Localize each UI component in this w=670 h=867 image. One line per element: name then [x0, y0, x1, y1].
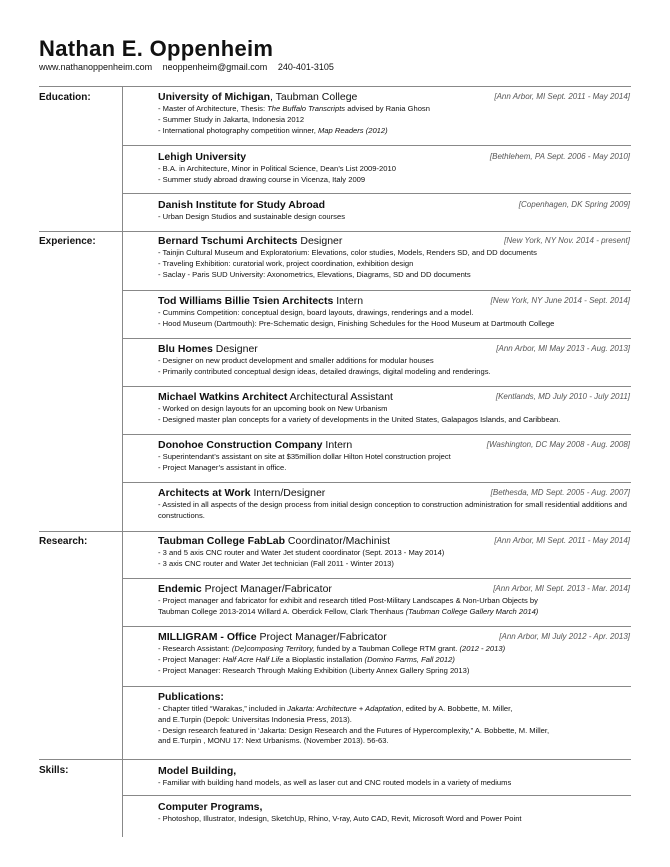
skills-entry-model-building — [158, 765, 630, 789]
research-entry-publications — [158, 691, 630, 747]
skills-entry-computer-programs — [158, 801, 630, 825]
entry-bullet: - Saclay - Paris SUD University: Axonometrics, Elevations, Diagrams, SD and DD documents — [158, 269, 471, 279]
entry-title: Danish Institute for Study Abroad — [158, 199, 326, 211]
entry-location-date: [Copenhagen, DK Spring 2009] — [518, 200, 630, 209]
entry-bullet: - Traveling Exhibition: curatorial work, project coordination, exhibition design — [158, 258, 414, 268]
experience-entry-tschumi — [158, 235, 630, 280]
section-label-skills: Skills: — [39, 765, 69, 776]
email-link[interactable]: neoppenheim@gmail.com — [162, 62, 268, 72]
section-label-research: Research: — [39, 536, 88, 547]
research-entry-milligram — [158, 631, 630, 676]
entry-bullet: - Project Manager: Half Acre Half Life a Bioplastic installation (Domino Farms, Fall 2012) — [158, 654, 455, 664]
entry-bullet: - Assisted in all aspects of the design process from initial design conception to construction administration for small residential additions and constructions. — [158, 500, 627, 520]
entry-divider — [122, 686, 631, 687]
research-entry-fablab — [158, 535, 630, 570]
entry-bullet: - Designed master plan concepts for a variety of developments in the United States, Galapagos Islands, and Caribbean. — [158, 414, 561, 424]
education-entry-dis — [158, 199, 630, 223]
entry-bullet: - Summer study abroad drawing course in Vicenza, Italy 2009 — [158, 174, 366, 184]
education-entry-lehigh — [158, 151, 630, 186]
entry-bullet: - Cummins Competition: conceptual design, board layouts, drawings, renderings and a model. — [158, 308, 474, 317]
entry-title: Blu Homes Designer — [158, 343, 258, 355]
entry-location-date: [Ann Arbor, MI May 2013 - Aug. 2013] — [496, 344, 630, 353]
entry-title: Model Building, — [158, 765, 237, 777]
entry-divider — [122, 145, 631, 146]
experience-entry-donohoe — [158, 439, 630, 474]
entry-bullet: - Tainjin Cultural Museum and Exploratorium: Elevations, color studies, Models, Renders SD, and DD documents — [158, 248, 537, 257]
resume-name: Nathan E. Oppenheim — [39, 36, 274, 61]
entry-divider — [122, 193, 631, 194]
section-divider — [39, 86, 631, 87]
entry-bullet: - Design research featured in ‘Jakarta: Design Research and the Futures of Hypercomplexity,” A. Bobbette, M. Miller, — [158, 725, 550, 735]
experience-entry-twbt — [158, 295, 630, 330]
entry-title: Bernard Tschumi Architects Designer — [158, 235, 343, 247]
entry-bullet: - Master of Architecture, Thesis: The Buffalo Transcripts advised by Rania Ghosn — [158, 104, 430, 113]
entry-title: Lehigh University — [158, 151, 247, 163]
entry-title: Endemic Project Manager/Fabricator — [158, 583, 332, 595]
entry-bullet: - Project Manager’s assistant in office. — [158, 462, 287, 472]
entry-bullet: - Primarily contributed conceptual design ideas, detailed drawings, digital modeling and renderings. — [158, 366, 491, 376]
entry-title: Donohoe Construction Company Intern — [158, 439, 353, 451]
entry-bullet: - International photography competition winner, Map Readers (2012) — [158, 125, 388, 135]
entry-divider — [122, 386, 631, 387]
entry-location-date: [New York, NY Nov. 2014 - present] — [504, 236, 630, 245]
entry-bullet: - 3 and 5 axis CNC router and Water Jet student coordinator (Sept. 2013 - May 2014) — [158, 548, 445, 557]
research-entry-endemic — [158, 583, 630, 618]
entry-bullet: - Photoshop, Illustrator, Indesign, SketchUp, Rhino, V-ray, Auto CAD, Revit, Microsoft Word and Power Point — [158, 814, 522, 823]
entry-bullet: - Hood Museum (Dartmouth): Pre-Schematic design, Finishing Schedules for the Hood Museum at Dartmouth College — [158, 318, 555, 328]
entry-bullet: - Summer Study in Jakarta, Indonesia 2012 — [158, 114, 305, 124]
education-entry-michigan — [158, 91, 630, 136]
entry-bullet: - Familiar with building hand models, as well as laser cut and CNC routed models in a variety of mediums — [158, 778, 512, 787]
entry-bullet: - B.A. in Architecture, Minor in Political Science, Dean’s List 2009-2010 — [158, 164, 396, 173]
website-link[interactable]: www.nathanoppenheim.com — [39, 62, 153, 72]
experience-entry-watkins — [158, 391, 630, 426]
entry-divider — [122, 795, 631, 796]
entry-title: Computer Programs, — [158, 801, 263, 813]
entry-bullet: - Project Manager: Research Through Making Exhibition (Liberty Annex Gallery Spring 2013) — [158, 665, 470, 675]
vertical-rule — [122, 86, 123, 837]
entry-title: Michael Watkins Architect Architectural Assistant — [158, 391, 393, 403]
section-label-education: Education: — [39, 92, 91, 103]
entry-bullet: - Project manager and fabricator for exhibit and research titled Post-Military Landscapes & Non-Urban Objects by — [158, 596, 538, 605]
entry-divider — [122, 434, 631, 435]
entry-bullet: - Superintendant’s assistant on site at $35million dollar Hilton Hotel construction project — [158, 452, 451, 461]
entry-bullet: - Urban Design Studios and sustainable design courses — [158, 212, 345, 221]
entry-bullet: - 3 axis CNC router and Water Jet technician (Fall 2011 - Winter 2013) — [158, 558, 394, 568]
entry-location-date: [Bethesda, MD Sept. 2005 - Aug. 2007] — [490, 488, 630, 497]
section-label-experience: Experience: — [39, 236, 96, 247]
entry-divider — [122, 626, 631, 627]
entry-bullet: and E.Turpin , MONU 17: Next Urbanisms. (November 2013). 56-63. — [158, 736, 389, 746]
entry-bullet: - Research Assistant: (De)composing Territory, funded by a Taubman College RTM grant. (2012 - 2013) — [158, 644, 506, 653]
entry-location-date: [Ann Arbor, MI Sept. 2013 - Mar. 2014] — [493, 584, 630, 593]
entry-title: MILLIGRAM - Office Project Manager/Fabricator — [158, 631, 387, 643]
entry-bullet: Taubman College 2013-2014 Willard A. Oberdick Fellow, Clark Thenhaus (Taubman College Gallery March 2014) — [158, 606, 539, 616]
entry-title: Taubman College FabLab Coordinator/Machinist — [158, 535, 391, 547]
entry-bullet: and E.Turpin (Depok: Universitas Indonesia Press, 2013). — [158, 714, 352, 724]
entry-bullet: - Designer on new product development and smaller additions for modular houses — [158, 356, 434, 365]
entry-location-date: [Ann Arbor, MI Sept. 2011 - May 2014] — [494, 92, 630, 101]
entry-divider — [122, 482, 631, 483]
section-divider — [39, 231, 631, 232]
experience-entry-aaw — [158, 487, 630, 522]
entry-divider — [122, 338, 631, 339]
entry-bullet: - Chapter titled “Warakas,” included in Jakarta: Architecture + Adaptation, edited by A. Bobbette, M. Miller, — [158, 704, 513, 713]
entry-location-date: [Bethlehem, PA Sept. 2006 - May 2010] — [489, 152, 630, 161]
entry-location-date: [Kentlands, MD July 2010 - July 2011] — [495, 392, 630, 401]
entry-location-date: [Ann Arbor, MI Sept. 2011 - May 2014] — [494, 536, 630, 545]
entry-title: Publications: — [158, 691, 224, 703]
entry-bullet: - Worked on design layouts for an upcoming book on New Urbanism — [158, 404, 388, 413]
entry-location-date: [Ann Arbor, MI July 2012 - Apr. 2013] — [499, 632, 630, 641]
phone-number: 240-401-3105 — [277, 62, 334, 72]
entry-title: University of Michigan, Taubman College — [158, 91, 358, 103]
experience-entry-blu-homes — [158, 343, 630, 378]
entry-title: Tod Williams Billie Tsien Architects Intern — [158, 295, 364, 307]
section-divider — [39, 759, 631, 760]
entry-location-date: [Washington, DC May 2008 - Aug. 2008] — [486, 440, 630, 449]
entry-title: Architects at Work Intern/Designer — [158, 487, 326, 499]
entry-divider — [122, 578, 631, 579]
entry-divider — [122, 290, 631, 291]
contact-line — [39, 62, 342, 72]
section-divider — [39, 531, 631, 532]
entry-location-date: [New York, NY June 2014 - Sept. 2014] — [490, 296, 630, 305]
